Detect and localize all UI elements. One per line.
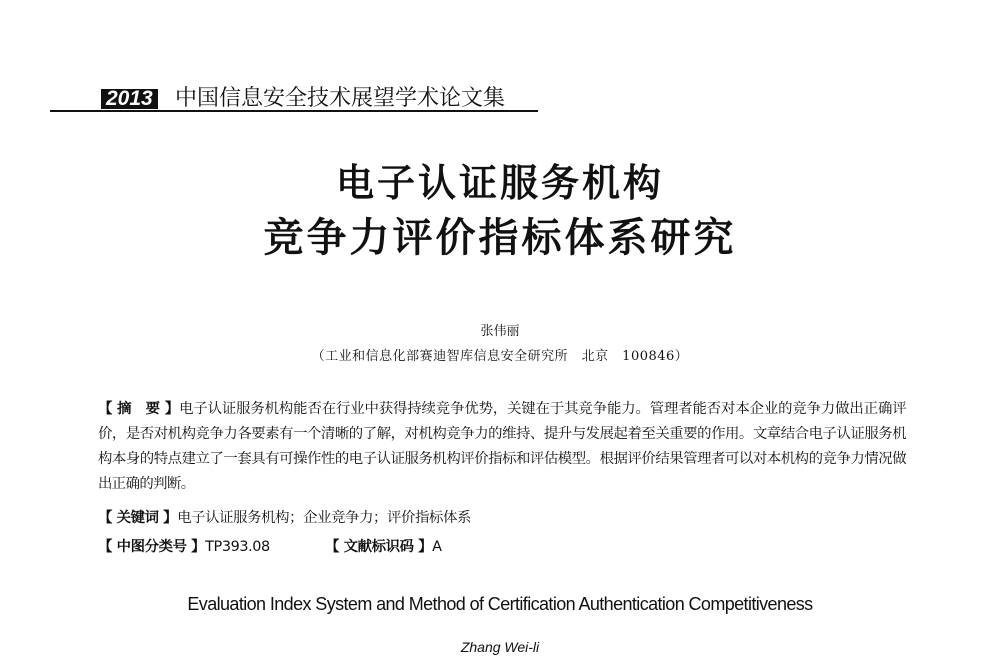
keywords-text: 电子认证服务机构；企业竞争力；评价指标体系 [177,510,471,526]
paper-title-line-2: 竞争力评价指标体系研究 [263,214,737,261]
document-code-value: A [432,539,442,555]
clc-number [98,537,270,557]
year-badge: 2013 [101,89,158,109]
abstract-text: 电子认证服务机构能否在行业中获得持续竞争优势，关键在于其竞争能力。管理者能否对本企业的竞争力做出正确评价，是否对机构竞争力各要素有一个清晰的了解，对机构竞争力的维持、提升与发展起着至关重要的作用。文章结合电子认证服务机构本身的特点建立了一套具有可操作性的电子认证服务机构评价指标和评估模型。根据评价结果管理者可以对本机构的竞争力情况做出正确的判断。 [98,401,906,492]
clc-label: 【 中图分类号 】 [98,539,206,555]
keywords-label: 【 关键词 】 [98,510,178,526]
abstract [98,397,906,497]
author-affiliation: （工业和信息化部赛迪智库信息安全研究所 北京 100846） [311,349,689,364]
author-name: 张伟丽 [480,324,520,339]
document-code-label: 【 文献标识码 】 [325,539,433,555]
keywords [98,508,471,528]
english-title: Evaluation Index System and Method of Certification Authentication Competitiveness [187,594,813,614]
english-author: Zhang Wei-li [460,639,540,655]
document-code [325,537,442,557]
abstract-label: 【 摘 要 】 [98,401,180,417]
paper-title-line-1: 电子认证服务机构 [335,160,664,205]
series-title: 中国信息安全技术展望学术论文集 [175,86,506,111]
clc-value: TP393.08 [205,539,270,555]
